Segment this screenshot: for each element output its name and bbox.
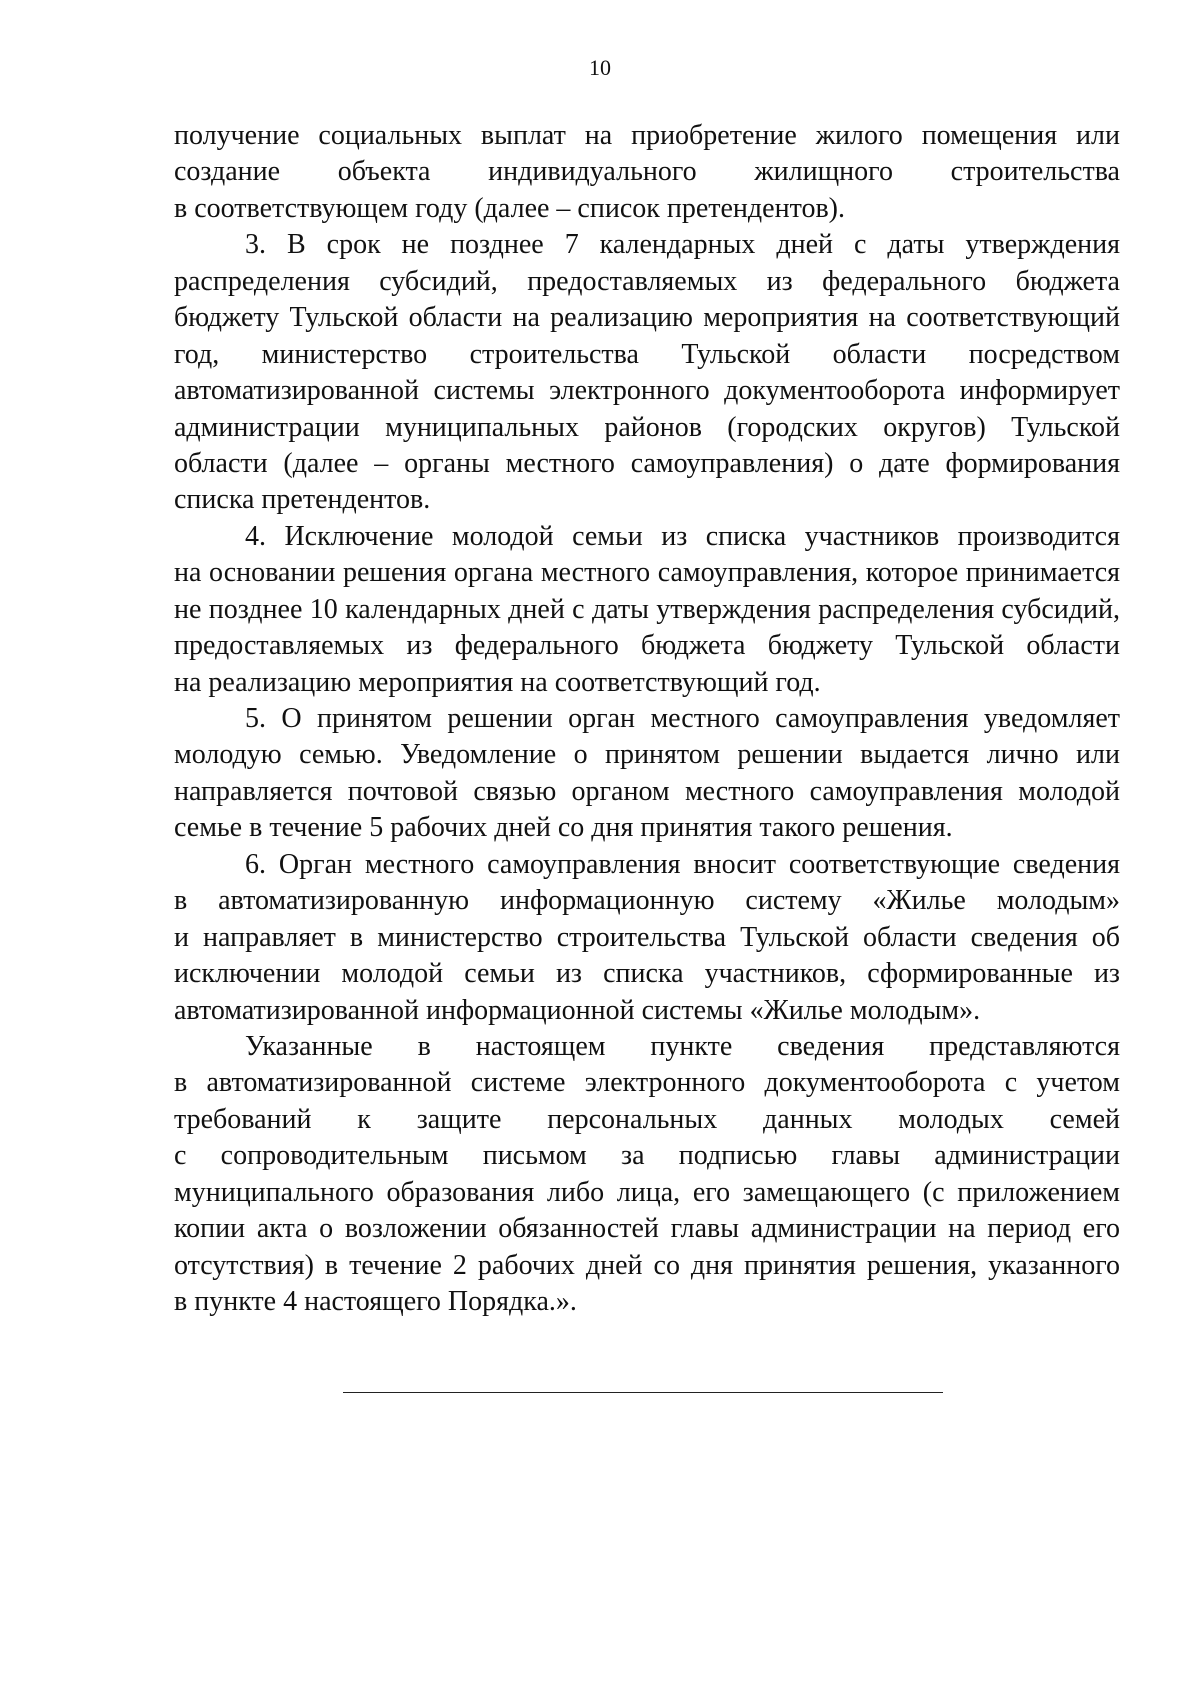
paragraph-first-line: 5. О принятом решении орган местного самоуправления уведомляет	[245, 703, 1120, 734]
text-line: бюджету Тульской области на реализацию мероприятия на соответствующий	[174, 302, 1120, 334]
text-line: автоматизированной информационной системы «Жилье молодым».	[174, 994, 981, 1026]
text-line: направляется почтовой связью органом местного самоуправления молодой	[174, 775, 1120, 807]
end-separator-line	[343, 1392, 943, 1393]
text-line: и направляет в министерство строительства Тульской области сведения об	[174, 921, 1120, 953]
text-line: исключении молодой семьи из списка участников, сформированные из	[174, 958, 1120, 990]
page-number: 10	[589, 55, 611, 80]
text-line: требований к защите персональных данных молодых семей	[174, 1103, 1120, 1135]
paragraph-first-line: 3. В срок не позднее 7 календарных дней с даты утверждения	[245, 229, 1120, 261]
text-line: области (далее – органы местного самоуправления) о дате формирования	[174, 447, 1120, 479]
text-line: отсутствия) в течение 2 рабочих дней со дня принятия решения, указанного	[174, 1249, 1120, 1281]
text-line: получение социальных выплат на приобретение жилого помещения или	[174, 120, 1120, 151]
paragraph-first-line: 4. Исключение молодой семьи из списка участников производится	[245, 520, 1120, 552]
text-line: с сопроводительным письмом за подписью главы администрации	[174, 1140, 1120, 1172]
text-line: семье в течение 5 рабочих дней со дня принятия такого решения.	[174, 812, 953, 844]
text-line: год, министерство строительства Тульской области посредством	[174, 338, 1120, 370]
text-line: муниципального образования либо лица, его замещающего (с приложением	[174, 1176, 1120, 1208]
text-line: в соответствующем году (далее – список претендентов).	[174, 192, 845, 224]
text-line: копии акта о возложении обязанностей главы администрации на период его	[174, 1213, 1120, 1245]
text-line: автоматизированной системы электронного документооборота информирует	[174, 375, 1120, 407]
document-body	[174, 118, 1120, 1320]
text-line: на реализацию мероприятия на соответствующий год.	[174, 666, 821, 698]
text-line: предоставляемых из федерального бюджета бюджету Тульской области	[174, 630, 1120, 662]
paragraph-first-line: Указанные в настоящем пункте сведения представляются	[245, 1030, 1120, 1062]
text-line: распределения субсидий, предоставляемых из федерального бюджета	[174, 265, 1120, 297]
paragraph-first-line: 6. Орган местного самоуправления вносит соответствующие сведения	[245, 848, 1120, 880]
text-line: списка претендентов.	[174, 484, 431, 516]
text-line: в автоматизированную информационную систему «Жилье молодым»	[174, 885, 1120, 917]
text-line: создание объекта индивидуального жилищного строительства	[174, 156, 1120, 188]
text-line: администрации муниципальных районов (городских округов) Тульской	[174, 411, 1120, 443]
text-line: в автоматизированной системе электронного документооборота с учетом	[174, 1067, 1120, 1099]
text-line: не позднее 10 календарных дней с даты утверждения распределения субсидий,	[174, 593, 1120, 625]
text-line: на основании решения органа местного самоуправления, которое принимается	[174, 557, 1120, 589]
text-line: молодую семью. Уведомление о принятом решении выдается лично или	[174, 739, 1120, 771]
text-line: в пункте 4 настоящего Порядка.».	[174, 1286, 577, 1317]
